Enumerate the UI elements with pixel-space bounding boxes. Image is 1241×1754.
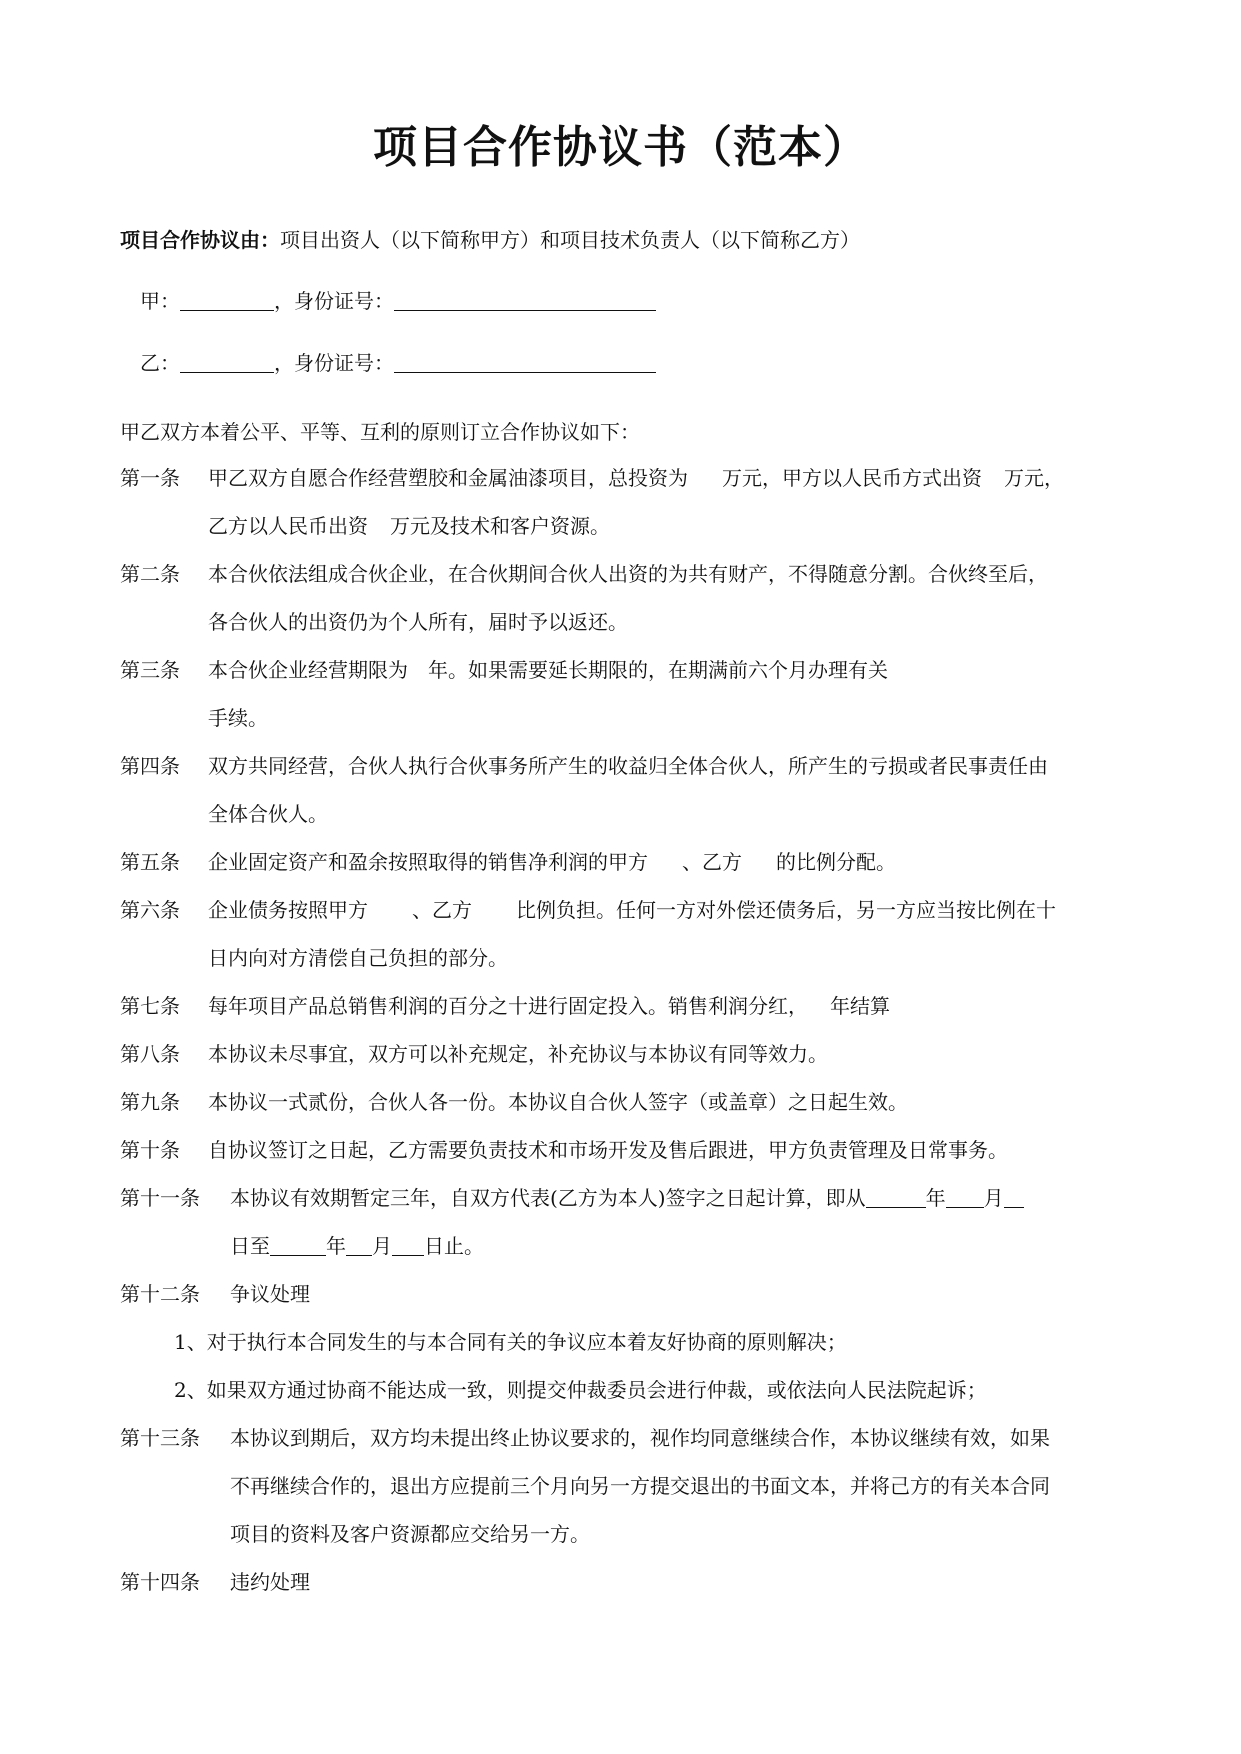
article-13-line-1: 第十三条 本协议到期后，双方均未提出终止协议要求的，视作均同意继续合作，本协议继续有效，如果 [120,1420,1130,1456]
article-6-number: 第六条 [120,898,180,922]
article-7-line: 第七条 每年项目产品总销售利润的百分之十进行固定投入。销售利润分红， 年结算 [120,988,1130,1024]
article-10-line: 第十条 自协议签订之日起，乙方需要负责技术和市场开发及售后跟进，甲方负责管理及日常事务。 [120,1132,1130,1168]
article-8-number: 第八条 [120,1042,180,1066]
party-a-label: 甲： [140,289,180,313]
article-10-number: 第十条 [120,1138,180,1162]
article-3-line-1: 第三条 本合伙企业经营期限为 年。如果需要延长期限的，在期满前六个月办理有关 [120,652,1130,688]
article-2-line-1: 第二条 本合伙依法组成合伙企业，在合伙期间合伙人出资的为共有财产，不得随意分割。合伙终至后， [120,556,1130,592]
article-14-line: 第十四条 违约处理 [120,1564,1130,1600]
article-1-line-2: 乙方以人民币出资 万元及技术和客户资源。 [208,514,610,538]
intro-text: 项目出资人（以下简称甲方）和项目技术负责人（以下简称乙方） [280,228,860,252]
intro-line [120,222,1130,258]
start-year-blank[interactable] [866,1185,926,1208]
preamble: 甲乙双方本着公平、平等、互利的原则订立合作协议如下： [120,420,640,444]
article-5-number: 第五条 [120,850,180,874]
end-month-blank[interactable] [346,1233,372,1256]
end-day-blank[interactable] [392,1233,424,1256]
article-13-number: 第十三条 [120,1426,200,1450]
article-3-number: 第三条 [120,658,180,682]
article-3-line-2: 手续。 [208,706,268,730]
article-4-line-2: 全体合伙人。 [208,802,328,826]
article-9-number: 第九条 [120,1090,180,1114]
article-6-line-2: 日内向对方清偿自己负担的部分。 [208,946,508,970]
article-12-item-1: 1、对于执行本合同发生的与本合同有关的争议应本着友好协商的原则解决； [174,1330,847,1354]
article-14-number: 第十四条 [120,1570,200,1594]
article-11-line-2: 日至 年 月 日止。 [230,1234,484,1258]
start-month-blank[interactable] [946,1185,984,1208]
article-12-number: 第十二条 [120,1282,200,1306]
article-8-line: 第八条 本协议未尽事宜，双方可以补充规定，补充协议与本协议有同等效力。 [120,1036,1130,1072]
article-6-line-1: 第六条 企业债务按照甲方 、乙方 比例负担。任何一方对外偿还债务后，另一方应当按比例在十 [120,892,1130,928]
end-year-blank[interactable] [270,1233,326,1256]
intro-label: 项目合作协议由： [120,228,280,252]
document-title: 项目合作协议书（范本） [373,122,868,173]
article-2-line-2: 各合伙人的出资仍为个人所有，届时予以返还。 [208,610,628,634]
party-b-id-label: ，身份证号： [274,351,394,375]
party-b-id-blank[interactable] [394,350,656,373]
party-a-id-blank[interactable] [394,288,656,311]
party-a-id-label: ，身份证号： [274,289,394,313]
article-1-line-1: 第一条 甲乙双方自愿合作经营塑胶和金属油漆项目，总投资为 万元，甲方以人民币方式出资 万元， [120,460,1130,496]
article-13-line-2: 不再继续合作的，退出方应提前三个月向另一方提交退出的书面文本，并将己方的有关本合同 [230,1474,1050,1498]
party-a-line [140,283,1150,319]
article-4-number: 第四条 [120,754,180,778]
party-b-name-blank[interactable] [180,350,274,373]
article-5-line: 第五条 企业固定资产和盈余按照取得的销售净利润的甲方 、乙方 的比例分配。 [120,844,1130,880]
party-b-line [140,345,1150,381]
article-1-number: 第一条 [120,466,180,490]
article-2-number: 第二条 [120,562,180,586]
article-9-line: 第九条 本协议一式贰份，合伙人各一份。本协议自合伙人签字（或盖章）之日起生效。 [120,1084,1130,1120]
article-11-number: 第十一条 [120,1186,200,1210]
article-12-item-2: 2、如果双方通过协商不能达成一致，则提交仲裁委员会进行仲裁，或依法向人民法院起诉； [174,1378,987,1402]
party-b-label: 乙： [140,351,180,375]
start-day-blank[interactable] [1004,1185,1024,1208]
article-7-number: 第七条 [120,994,180,1018]
article-12-line: 第十二条 争议处理 [120,1276,1130,1312]
party-a-name-blank[interactable] [180,288,274,311]
article-13-line-3: 项目的资料及客户资源都应交给另一方。 [230,1522,590,1546]
article-11-line-1: 第十一条 本协议有效期暂定三年，自双方代表(乙方为本人)签字之日起计算，即从 年 月 [120,1180,1130,1216]
article-4-line-1: 第四条 双方共同经营，合伙人执行合伙事务所产生的收益归全体合伙人，所产生的亏损或者民事责任由 [120,748,1130,784]
